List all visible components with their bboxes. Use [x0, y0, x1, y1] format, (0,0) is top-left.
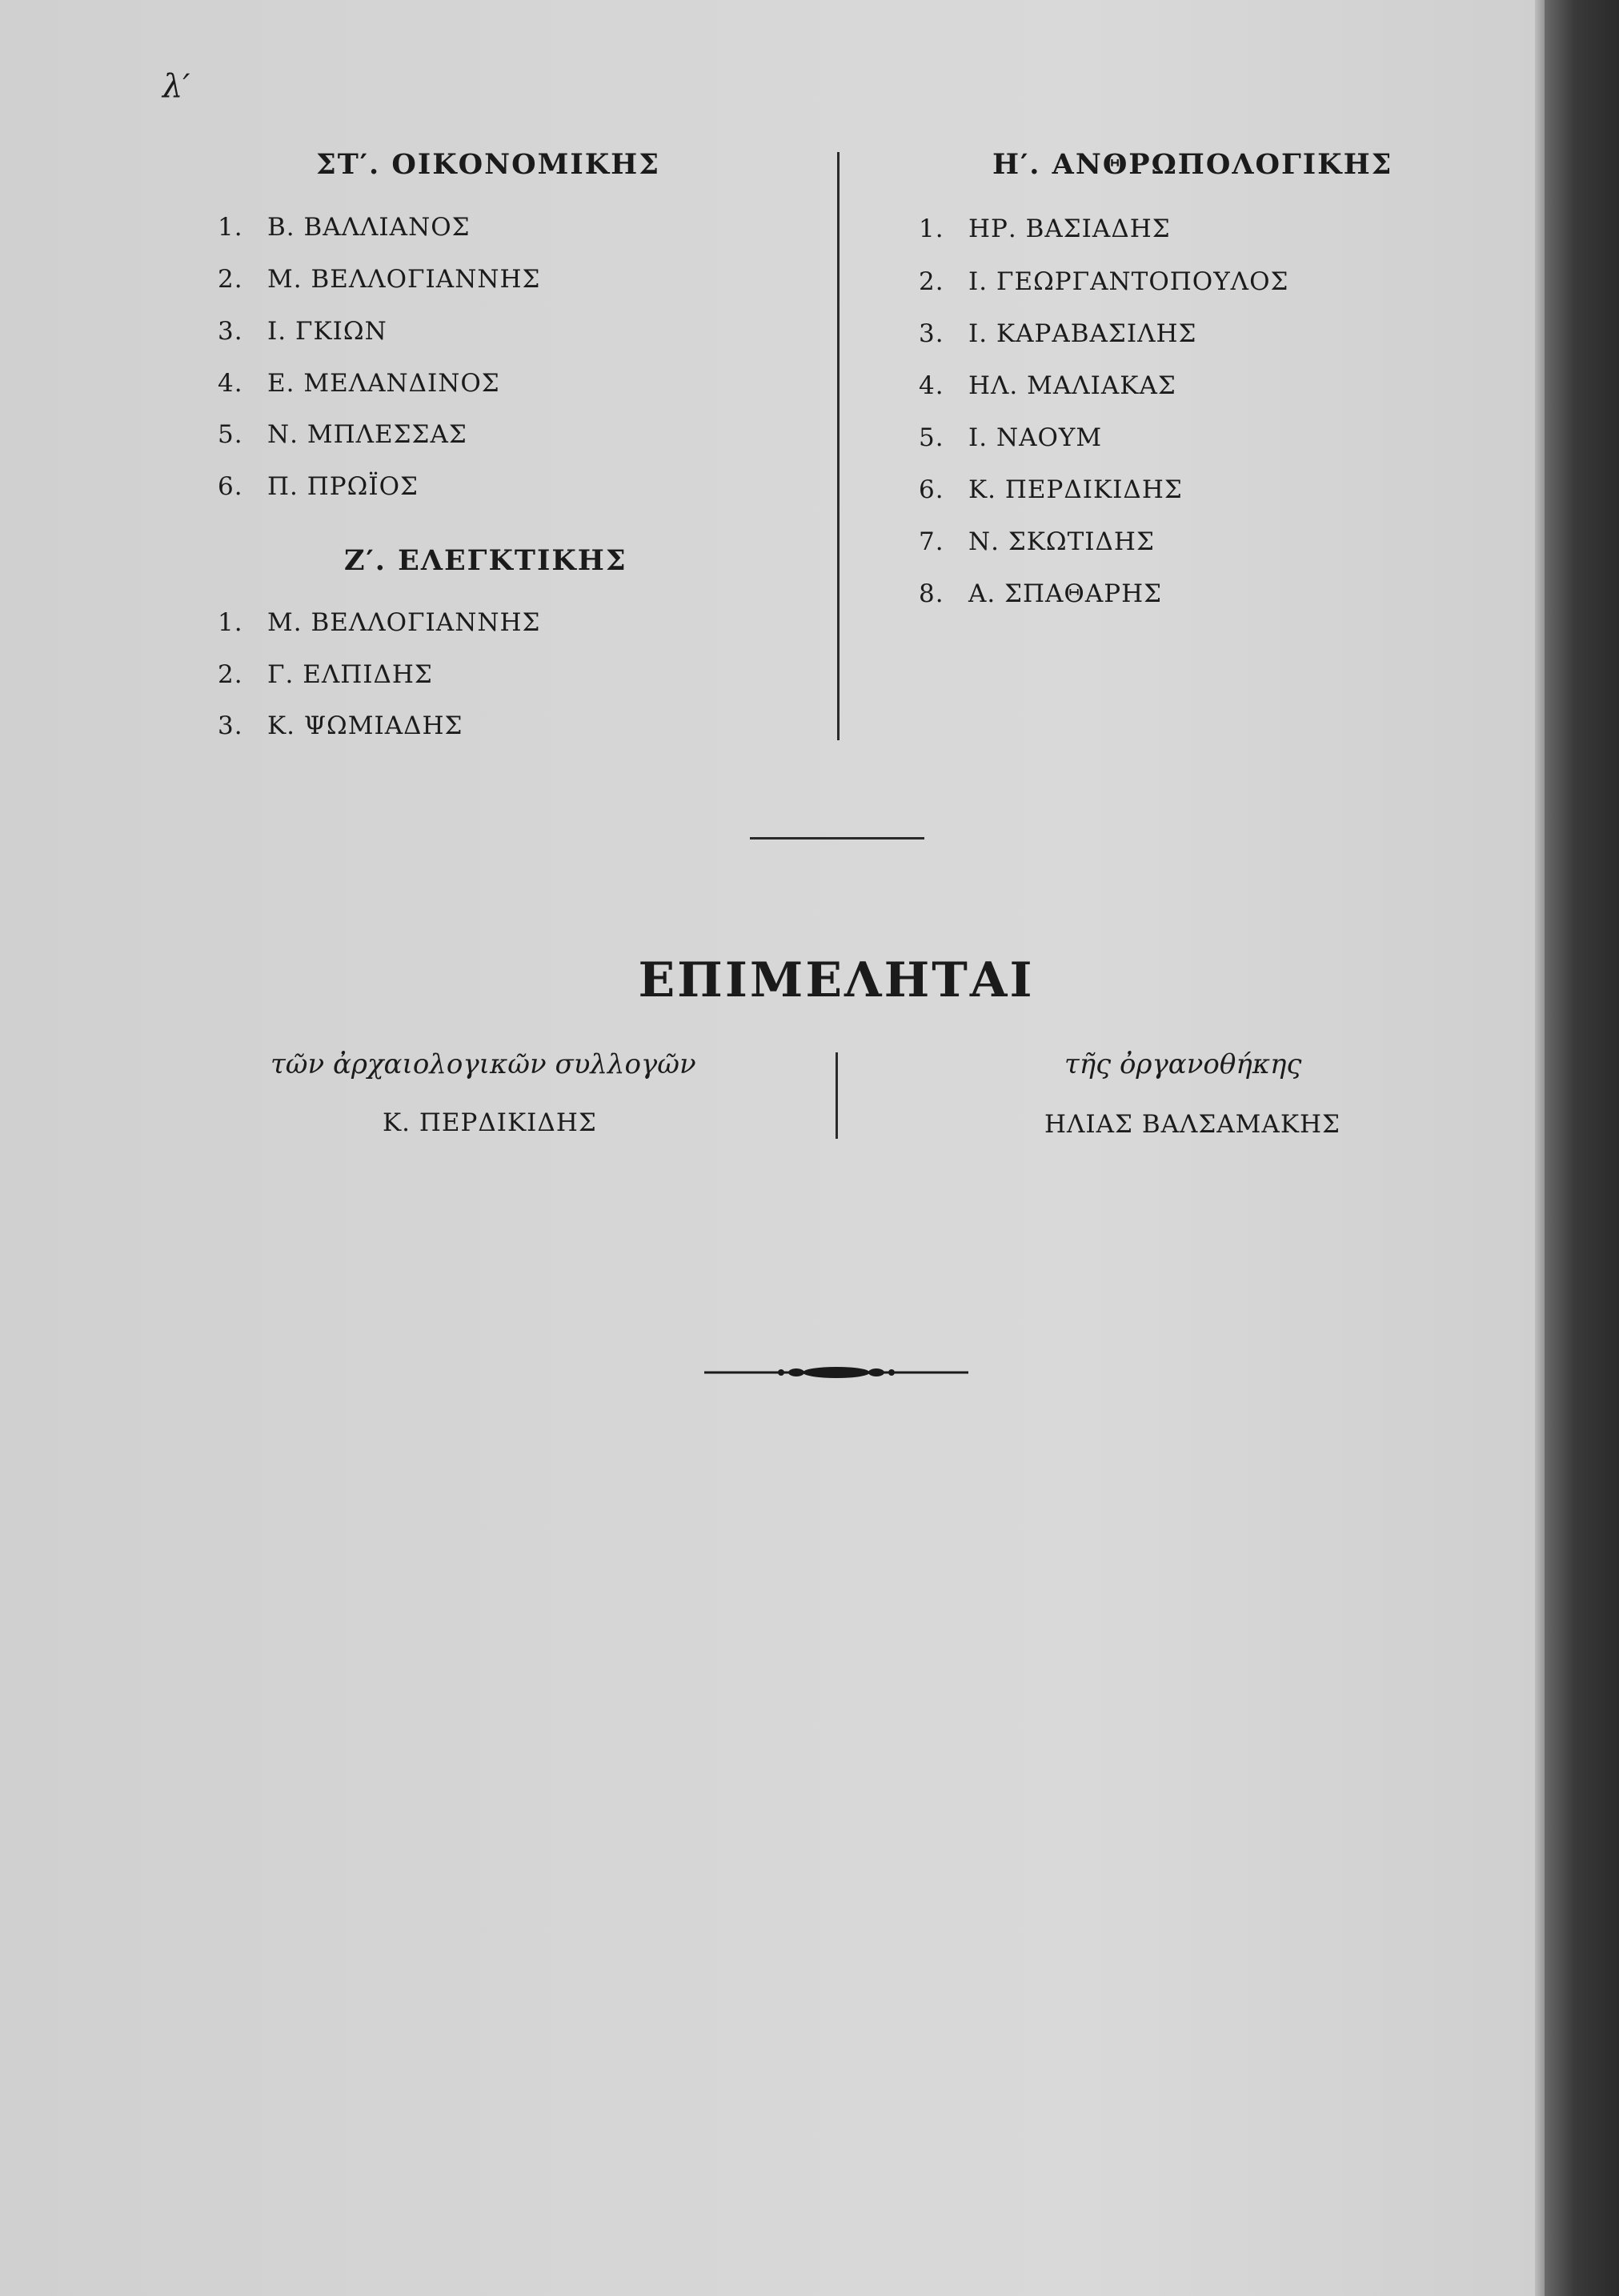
member-name: Ι. ΓΚΙΩΝ: [267, 317, 387, 346]
list-item: [218, 420, 467, 449]
item-number: 3.: [919, 319, 944, 348]
page-number: λ′: [162, 68, 190, 105]
item-number: 8.: [919, 579, 944, 608]
member-name: Κ. ΠΕΡΔΙΚΙΔΗΣ: [968, 475, 1183, 504]
member-name: Π. ΠΡΩΪΟΣ: [267, 472, 419, 501]
list-item: [919, 319, 1196, 348]
item-number: 6.: [218, 472, 243, 501]
section-separator: [750, 837, 924, 839]
item-number: 2.: [218, 660, 243, 689]
item-number: 2.: [919, 267, 944, 296]
book-spine-edge: [1545, 0, 1619, 2296]
member-name: Α. ΣΠΑΘΑΡΗΣ: [968, 579, 1163, 608]
list-item: [218, 660, 433, 689]
member-name: Ν. ΜΠΛΕΣΣΑΣ: [267, 420, 467, 449]
section-heading-economics: ΣΤ′. ΟΙΚΟΝΟΜΙΚΗΣ: [316, 148, 660, 181]
item-number: 5.: [919, 423, 944, 452]
curator-name-left: Κ. ΠΕΡΔΙΚΙΔΗΣ: [383, 1108, 597, 1137]
section-heading-audit: Ζ′. ΕΛΕΓΚΤΙΚΗΣ: [344, 544, 627, 577]
member-name: ΗΡ. ΒΑΣΙΑΔΗΣ: [968, 214, 1171, 243]
list-item: [218, 317, 387, 346]
member-name: Ι. ΓΕΩΡΓΑΝΤΟΠΟΥΛΟΣ: [968, 267, 1289, 296]
curators-divider: [836, 1052, 838, 1139]
member-name: Μ. ΒΕΛΛΟΓΙΑΝΝΗΣ: [267, 608, 541, 637]
curator-caption-right: τῆς ὀργανοθήκης: [1064, 1048, 1302, 1080]
item-number: 4.: [218, 369, 243, 398]
section-heading-anthropology: Η′. ΑΝΘΡΩΠΟΛΟΓΙΚΗΣ: [992, 148, 1393, 181]
member-name: Κ. ΨΩΜΙΑΔΗΣ: [267, 711, 463, 740]
list-item: [919, 267, 1288, 296]
list-item: [218, 711, 463, 740]
curator-name-right: ΗΛΙΑΣ ΒΑΛΣΑΜΑΚΗΣ: [1044, 1110, 1340, 1139]
list-item: [218, 608, 540, 637]
member-name: Ν. ΣΚΩΤΙΔΗΣ: [968, 527, 1155, 556]
member-name: Γ. ΕΛΠΙΔΗΣ: [267, 660, 433, 689]
list-item: [218, 472, 419, 501]
column-divider: [837, 152, 840, 740]
item-number: 1.: [218, 608, 243, 637]
item-number: 1.: [919, 214, 944, 243]
list-item: [919, 371, 1176, 400]
item-number: 6.: [919, 475, 944, 504]
item-number: 3.: [218, 711, 243, 740]
item-number: 1.: [218, 213, 243, 242]
list-item: [218, 213, 471, 242]
item-number: 2.: [218, 265, 243, 294]
member-name: Ε. ΜΕΛΑΝΔΙΝΟΣ: [267, 369, 500, 398]
item-number: 5.: [218, 420, 243, 449]
list-item: [919, 214, 1171, 243]
curators-title: ΕΠΙΜΕΛΗΤΑΙ: [638, 952, 1035, 1008]
member-name: ΗΛ. ΜΑΛΙΑΚΑΣ: [968, 371, 1176, 400]
item-number: 7.: [919, 527, 944, 556]
list-item: [218, 369, 500, 398]
member-name: Ι. ΝΑΟΥΜ: [968, 423, 1103, 452]
item-number: 3.: [218, 317, 243, 346]
member-name: Β. ΒΑΛΛΙΑΝΟΣ: [267, 213, 471, 242]
item-number: 4.: [919, 371, 944, 400]
list-item: [919, 527, 1155, 556]
curator-caption-left: τῶν ἀρχαιολογικῶν συλλογῶν: [271, 1048, 696, 1080]
member-name: Ι. ΚΑΡΑΒΑΣΙΛΗΣ: [968, 319, 1197, 348]
list-item: [218, 265, 540, 294]
list-item: [919, 475, 1183, 504]
list-item: [919, 579, 1162, 608]
ornament-divider: [704, 1360, 968, 1384]
list-item: [919, 423, 1102, 452]
member-name: Μ. ΒΕΛΛΟΓΙΑΝΝΗΣ: [267, 265, 541, 294]
